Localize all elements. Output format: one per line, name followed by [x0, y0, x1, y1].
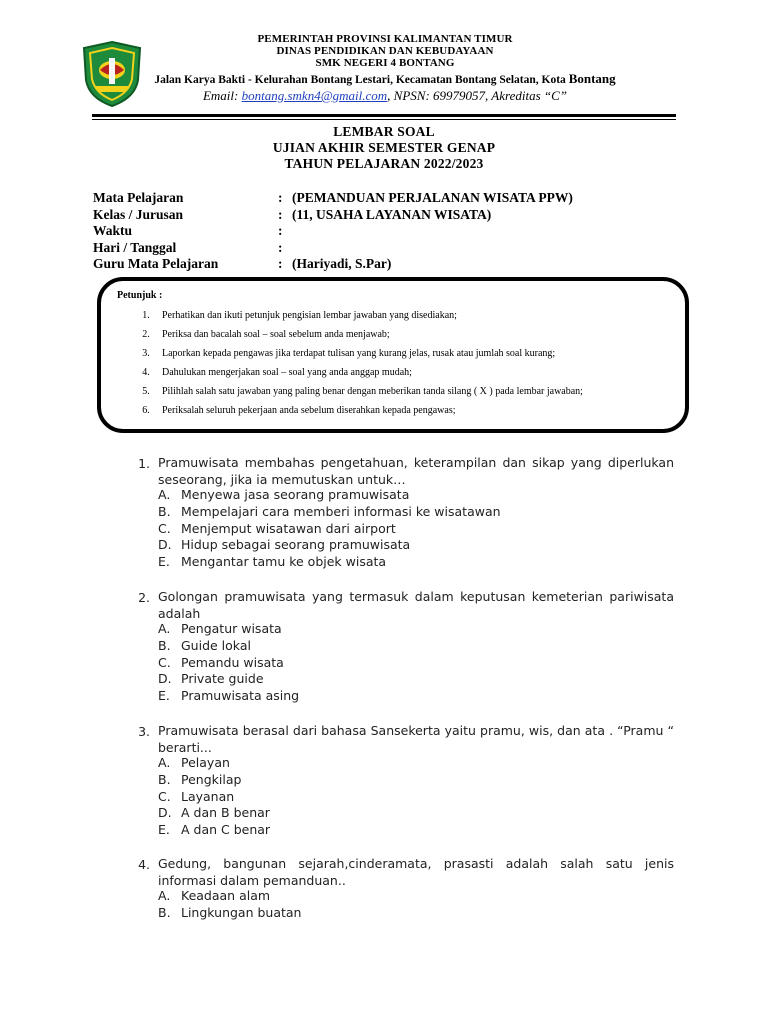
- letterhead-contact: [140, 88, 630, 104]
- info-value: (Hariyadi, S.Par): [292, 256, 392, 271]
- info-colon: :: [278, 239, 283, 255]
- option-letter: C.: [158, 654, 171, 670]
- option-letter: D.: [158, 805, 172, 821]
- instruction-number: 4.: [142, 367, 150, 378]
- answer-option[interactable]: [158, 504, 501, 521]
- answer-option[interactable]: [158, 537, 501, 554]
- option-text: Keadaan alam: [181, 888, 271, 903]
- option-text: Layanan: [181, 788, 235, 804]
- option-text: Mengantar tamu ke objek wisata: [181, 554, 387, 570]
- answer-option[interactable]: [158, 621, 299, 638]
- option-text: Hidup sebagai seorang pramuwisata: [181, 537, 411, 553]
- option-text: Menjemput wisatawan dari airport: [181, 520, 396, 536]
- option-letter: D.: [158, 537, 172, 553]
- answer-option[interactable]: [158, 755, 270, 772]
- info-row-time: [93, 223, 693, 240]
- answer-option[interactable]: [158, 822, 270, 839]
- option-letter: B.: [158, 904, 171, 920]
- letterhead: [140, 33, 630, 104]
- answer-options: [158, 621, 299, 705]
- instructions-label: Petunjuk :: [117, 290, 163, 301]
- instruction-text: Perhatikan dan ikuti petunjuk pengisian lembar jawaban yang disediakan;: [162, 310, 457, 321]
- answer-option[interactable]: [158, 655, 299, 672]
- option-text: Pelayan: [181, 755, 230, 770]
- instruction-text: Pilihlah salah satu jawaban yang paling benar dengan meberikan tanda silang ( X ) pada lembar jawaban;: [162, 386, 583, 397]
- instruction-text: Periksalah seluruh pekerjaan anda sebelum diserahkan kepada pengawas;: [162, 405, 456, 416]
- letterhead-government: PEMERINTAH PROVINSI KALIMANTAN TIMUR: [257, 33, 513, 45]
- option-letter: C.: [158, 520, 171, 536]
- instruction-number: 3.: [142, 348, 150, 359]
- option-letter: B.: [158, 771, 171, 787]
- document-titles: [92, 124, 676, 172]
- instructions-list: [130, 306, 583, 420]
- question-text: Pramuwisata membahas pengetahuan, keterampilan dan sikap yang diperlukan seseorang, jika ia memutuskan untuk…: [158, 455, 674, 487]
- answer-option[interactable]: [158, 688, 299, 705]
- option-letter: A.: [158, 487, 171, 502]
- instruction-item: [130, 306, 583, 325]
- instruction-item: [130, 325, 583, 344]
- answer-option[interactable]: [158, 638, 299, 655]
- email-link[interactable]: bontang.smkn4@gmail.com: [241, 88, 388, 103]
- option-letter: A.: [158, 755, 171, 770]
- info-row-teacher: [93, 256, 693, 273]
- answer-option[interactable]: [158, 554, 501, 571]
- letterhead-department: DINAS PENDIDIKAN DAN KEBUDAYAAN: [276, 45, 494, 57]
- option-text: A dan C benar: [181, 822, 271, 838]
- info-colon: :: [278, 190, 283, 205]
- instruction-number: 6.: [142, 405, 150, 416]
- question-text: Golongan pramuwisata yang termasuk dalam keputusan kemeterian pariwisata adalah: [158, 589, 674, 621]
- instruction-text: Laporkan kepada pengawas jika terdapat tulisan yang kurang jelas, rusak atau jumlah soal kurang;: [162, 348, 556, 359]
- option-text: Menyewa jasa seorang pramuwisata: [181, 487, 410, 502]
- option-text: Lingkungan buatan: [181, 904, 302, 920]
- option-text: Pengkilap: [181, 771, 242, 787]
- option-letter: E.: [158, 822, 170, 838]
- option-letter: A.: [158, 888, 171, 903]
- answer-options: [158, 888, 301, 922]
- info-label: Waktu: [93, 223, 133, 238]
- title-exam: UJIAN AKHIR SEMESTER GENAP: [272, 140, 496, 155]
- address-text: Jalan Karya Bakti - Kelurahan Bontang Lestari, Kecamatan Bontang Selatan, Kota: [154, 74, 566, 86]
- option-text: Mempelajari cara memberi informasi ke wisatawan: [181, 503, 501, 519]
- instruction-text: Periksa dan bacalah soal – soal sebelum anda menjawab;: [162, 329, 390, 340]
- option-letter: C.: [158, 788, 171, 804]
- npsn-accreditation: , NPSN: 69979057, Akreditas “C”: [387, 88, 568, 103]
- option-letter: A.: [158, 621, 171, 636]
- answer-option[interactable]: [158, 521, 501, 538]
- info-value: (PEMANDUAN PERJALANAN WISATA PPW): [292, 190, 573, 205]
- letterhead-school: SMK NEGERI 4 BONTANG: [315, 57, 455, 69]
- info-label: Guru Mata Pelajaran: [93, 256, 219, 271]
- instruction-number: 2.: [142, 329, 150, 340]
- email-label: Email:: [202, 88, 239, 103]
- instruction-text: Dahulukan mengerjakan soal – soal yang anda anggap mudah;: [162, 367, 412, 378]
- option-letter: D.: [158, 671, 172, 687]
- option-text: Pengatur wisata: [181, 621, 282, 636]
- instruction-number: 5.: [142, 386, 150, 397]
- info-label: Hari / Tanggal: [93, 239, 177, 255]
- letterhead-divider-thick: [92, 114, 676, 117]
- option-text: Pramuwisata asing: [181, 688, 300, 704]
- province-emblem-icon: [80, 40, 144, 108]
- info-row-class: [93, 207, 693, 224]
- letterhead-divider-thin: [92, 119, 676, 120]
- answer-option[interactable]: [158, 487, 501, 504]
- info-colon: :: [278, 206, 283, 222]
- option-text: Private guide: [181, 671, 264, 687]
- info-colon: :: [278, 256, 283, 271]
- info-label: Kelas / Jurusan: [93, 206, 184, 222]
- option-letter: E.: [158, 688, 170, 704]
- info-row-date: [93, 240, 693, 257]
- title-year: TAHUN PELAJARAN 2022/2023: [284, 156, 484, 171]
- option-letter: B.: [158, 637, 171, 653]
- option-text: A dan B benar: [181, 805, 270, 821]
- option-text: Pemandu wisata: [181, 654, 284, 670]
- instruction-number: 1.: [142, 310, 150, 321]
- answer-option[interactable]: [158, 671, 299, 688]
- instruction-item: [130, 382, 583, 401]
- instruction-item: [130, 401, 583, 420]
- title-lembar-soal: LEMBAR SOAL: [333, 124, 435, 139]
- instruction-item: [130, 363, 583, 382]
- question-number: 1.: [138, 456, 150, 471]
- answer-option[interactable]: [158, 772, 270, 789]
- option-letter: B.: [158, 503, 171, 519]
- info-colon: :: [278, 223, 283, 238]
- answer-option[interactable]: [158, 905, 301, 922]
- option-text: Guide lokal: [181, 637, 251, 653]
- info-row-subject: [93, 190, 693, 207]
- info-value: (11, USAHA LAYANAN WISATA): [292, 206, 492, 222]
- answer-option[interactable]: [158, 805, 270, 822]
- answer-options: [158, 487, 501, 571]
- exam-info: [93, 190, 693, 273]
- answer-option[interactable]: [158, 789, 270, 806]
- option-letter: E.: [158, 554, 170, 570]
- question-number: 2.: [138, 590, 150, 605]
- question-text: Gedung, bangunan sejarah,cinderamata, prasasti adalah salah satu jenis informasi dalam pemanduan..: [158, 856, 674, 888]
- answer-option[interactable]: [158, 888, 301, 905]
- instruction-item: [130, 344, 583, 363]
- letterhead-address: [140, 71, 630, 88]
- question-number: 3.: [138, 724, 150, 739]
- answer-options: [158, 755, 270, 839]
- question-text: Pramuwisata berasal dari bahasa Sansekerta yaitu pramu, wis, dan ata . “Pramu “ berarti...: [158, 723, 674, 755]
- info-label: Mata Pelajaran: [93, 190, 184, 205]
- address-city: Bontang: [568, 71, 616, 86]
- question-number: 4.: [138, 857, 150, 872]
